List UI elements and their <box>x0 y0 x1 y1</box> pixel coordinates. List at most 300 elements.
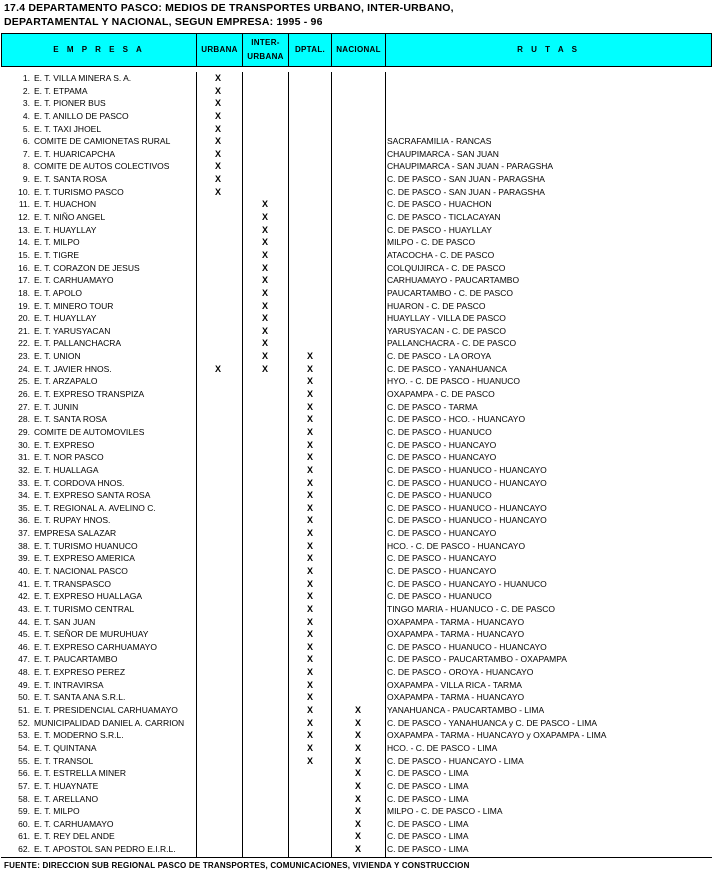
row-ruta: C. DE PASCO - SAN JUAN - PARAGSHA <box>387 174 545 185</box>
row-number: 19. <box>18 300 30 311</box>
row-number: 24. <box>18 363 30 374</box>
row-number: 26. <box>18 389 30 400</box>
table-row <box>0 616 713 629</box>
row-empresa: E. T. PAUCARTAMBO <box>34 654 118 665</box>
table-row <box>0 72 713 85</box>
row-empresa: E. T. SANTA ANA S.R.L. <box>34 692 126 703</box>
table-row <box>0 691 713 704</box>
row-ruta: CARHUAMAYO - PAUCARTAMBO <box>387 275 520 286</box>
row-number: 27. <box>18 401 30 412</box>
row-number: 43. <box>18 603 30 614</box>
row-number: 10. <box>18 186 30 197</box>
table-row <box>0 780 713 793</box>
row-inter-urbana-mark: X <box>261 249 268 260</box>
row-number: 54. <box>18 742 30 753</box>
table-row <box>0 123 713 136</box>
row-urbana-mark: X <box>214 85 221 96</box>
row-empresa: E. T. NOR PASCO <box>34 452 104 463</box>
row-ruta: C. DE PASCO - HUAYLLAY <box>387 224 492 235</box>
row-number: 35. <box>18 502 30 513</box>
title-line-2: DEPARTAMENTAL Y NACIONAL, SEGUN EMPRESA: 1995 - 96 <box>4 16 323 28</box>
table-row <box>0 603 713 616</box>
table-row <box>0 502 713 515</box>
row-ruta: OXAPAMPA - TARMA - HUANCAYO <box>387 692 525 703</box>
row-empresa: E. T. INTRAVIRSA <box>34 679 104 690</box>
row-ruta: OXAPAMPA - VILLA RICA - TARMA <box>387 679 522 690</box>
header-empresa: E M P R E S A <box>2 34 197 66</box>
row-urbana-mark: X <box>214 136 221 147</box>
bottom-rule <box>1 857 712 858</box>
row-dptal-mark: X <box>306 603 313 614</box>
row-empresa: E. T. HUACHON <box>34 199 97 210</box>
row-number: 9. <box>22 174 30 185</box>
table-row <box>0 628 713 641</box>
row-empresa: E. T. TURISMO CENTRAL <box>34 603 135 614</box>
row-ruta: C. DE PASCO - PAUCARTAMBO - OXAPAMPA <box>387 654 567 665</box>
row-number: 13. <box>18 224 30 235</box>
row-urbana-mark: X <box>214 123 221 134</box>
table-row <box>0 97 713 110</box>
table-row <box>0 666 713 679</box>
row-ruta: YARUSYACAN - C. DE PASCO <box>387 325 507 336</box>
row-empresa: E. T. CORDOVA HNOS. <box>34 477 125 488</box>
header-rutas: R U T A S <box>517 45 580 54</box>
row-dptal-mark: X <box>306 464 313 475</box>
table-row <box>0 843 713 856</box>
row-dptal-mark: X <box>306 679 313 690</box>
table-row <box>0 300 713 313</box>
row-empresa: E. T. HUAYNATE <box>34 780 99 791</box>
row-empresa: E. T. MODERNO S.R.L. <box>34 730 124 741</box>
row-ruta: C. DE PASCO - LIMA <box>387 793 469 804</box>
row-number: 48. <box>18 667 30 678</box>
row-dptal-mark: X <box>306 490 313 501</box>
table-row <box>0 350 713 363</box>
row-number: 36. <box>18 515 30 526</box>
row-ruta: ATACOCHA - C. DE PASCO <box>387 249 495 260</box>
row-nacional-mark: X <box>354 831 361 842</box>
table-row <box>0 767 713 780</box>
table-row <box>0 426 713 439</box>
row-empresa: E. T. HUALLAGA <box>34 464 99 475</box>
row-number: 21. <box>18 325 30 336</box>
row-empresa: E. T. APOSTOL SAN PEDRO E.I.R.L. <box>34 844 176 855</box>
row-dptal-mark: X <box>306 591 313 602</box>
row-number: 60. <box>18 818 30 829</box>
row-empresa: E. T. ARELLANO <box>34 793 99 804</box>
row-dptal-mark: X <box>306 351 313 362</box>
row-dptal-mark: X <box>306 376 313 387</box>
table-row <box>0 704 713 717</box>
row-number: 6. <box>22 136 30 147</box>
table-row <box>0 135 713 148</box>
header-nacional: NACIONAL <box>332 34 386 66</box>
row-ruta: C. DE PASCO - HUANCAYO <box>387 528 497 539</box>
row-ruta: C. DE PASCO - HUANUCO - HUANCAYO <box>387 641 547 652</box>
row-ruta: C. DE PASCO - HUANCAYO <box>387 565 497 576</box>
row-empresa: E. T. EXPRESO AMERICA <box>34 553 135 564</box>
table-row <box>0 679 713 692</box>
row-empresa: E. T. EXPRESO PEREZ <box>34 667 126 678</box>
row-inter-urbana-mark: X <box>261 275 268 286</box>
row-number: 41. <box>18 578 30 589</box>
row-inter-urbana-mark: X <box>261 313 268 324</box>
row-number: 30. <box>18 439 30 450</box>
row-ruta: MILPO - C. DE PASCO - LIMA <box>387 806 503 817</box>
table-row <box>0 224 713 237</box>
header-urbana: URBANA <box>197 34 243 66</box>
row-nacional-mark: X <box>354 780 361 791</box>
row-empresa: E. T. UNION <box>34 351 81 362</box>
table-row <box>0 287 713 300</box>
row-number: 37. <box>18 528 30 539</box>
row-dptal-mark: X <box>306 426 313 437</box>
row-number: 14. <box>18 237 30 248</box>
row-ruta: C. DE PASCO - TICLACAYAN <box>387 212 501 223</box>
row-dptal-mark: X <box>306 629 313 640</box>
row-inter-urbana-mark: X <box>261 287 268 298</box>
table-row <box>0 160 713 173</box>
table-row <box>0 565 713 578</box>
row-number: 16. <box>18 262 30 273</box>
header-inter-line-2: URBANA <box>247 52 284 61</box>
row-number: 1. <box>22 73 30 83</box>
row-number: 45. <box>18 629 30 640</box>
row-number: 47. <box>18 654 30 665</box>
row-ruta: C. DE PASCO - HUANUCO - HUANCAYO <box>387 515 547 526</box>
row-empresa: E. T. MILPO <box>34 237 80 248</box>
row-number: 28. <box>18 414 30 425</box>
row-ruta: C. DE PASCO - OROYA - HUANCAYO <box>387 667 534 678</box>
row-dptal-mark: X <box>306 401 313 412</box>
row-empresa: E. T. REY DEL ANDE <box>34 831 115 842</box>
table-row <box>0 312 713 325</box>
row-number: 46. <box>18 641 30 652</box>
table-row <box>0 729 713 742</box>
row-number: 11. <box>18 199 30 210</box>
row-empresa: E. T. MINERO TOUR <box>34 300 114 311</box>
row-ruta: C. DE PASCO - LIMA <box>387 844 469 855</box>
row-number: 25. <box>18 376 30 387</box>
row-empresa: E. T. HUAYLLAY <box>34 313 97 324</box>
row-ruta: C. DE PASCO - HUANUCO - HUANCAYO <box>387 464 547 475</box>
row-dptal-mark: X <box>306 654 313 665</box>
row-ruta: C. DE PASCO - HCO. - HUANCAYO <box>387 414 526 425</box>
row-inter-urbana-mark: X <box>261 237 268 248</box>
table-row <box>0 211 713 224</box>
table-row <box>0 274 713 287</box>
table-row <box>0 742 713 755</box>
table-row <box>0 451 713 464</box>
row-dptal-mark: X <box>306 692 313 703</box>
row-number: 20. <box>18 313 30 324</box>
row-empresa: E. T. VILLA MINERA S. A. <box>34 73 132 83</box>
row-empresa: E. T. SEÑOR DE MURUHUAY <box>34 629 149 640</box>
row-ruta: HUARON - C. DE PASCO <box>387 300 486 311</box>
row-number: 58. <box>18 793 30 804</box>
row-empresa: E. T. JUNIN <box>34 401 79 412</box>
row-empresa: COMITE DE AUTOMOVILES <box>34 426 145 437</box>
row-number: 55. <box>18 755 30 766</box>
row-ruta: C. DE PASCO - HUANUCO <box>387 591 492 602</box>
row-empresa: E. T. SANTA ROSA <box>34 174 107 185</box>
row-empresa: E. T. HUAYLLAY <box>34 224 97 235</box>
row-ruta: COLQUIJIRCA - C. DE PASCO <box>387 262 506 273</box>
row-nacional-mark: X <box>354 793 361 804</box>
table-row <box>0 186 713 199</box>
row-dptal-mark: X <box>306 389 313 400</box>
row-urbana-mark: X <box>214 174 221 185</box>
row-empresa: E. T. EXPRESO TRANSPIZA <box>34 389 145 400</box>
table-row <box>0 590 713 603</box>
row-number: 61. <box>18 831 30 842</box>
row-empresa: E. T. TAXI JHOEL <box>34 123 102 134</box>
row-dptal-mark: X <box>306 477 313 488</box>
row-number: 8. <box>22 161 30 172</box>
row-ruta: TINGO MARIA - HUANUCO - C. DE PASCO <box>387 603 555 614</box>
table-row <box>0 653 713 666</box>
row-nacional-mark: X <box>354 742 361 753</box>
row-nacional-mark: X <box>354 768 361 779</box>
row-empresa: E. T. CARHUAMAYO <box>34 818 114 829</box>
row-ruta: OXAPAMPA - TARMA - HUANCAYO <box>387 629 525 640</box>
row-dptal-mark: X <box>306 730 313 741</box>
row-ruta: PALLANCHACRA - C. DE PASCO <box>387 338 517 349</box>
row-empresa: E. T. TURISMO HUANUCO <box>34 540 138 551</box>
table-header <box>1 33 712 67</box>
row-dptal-mark: X <box>306 452 313 463</box>
row-nacional-mark: X <box>354 705 361 716</box>
row-number: 59. <box>18 806 30 817</box>
table-row <box>0 262 713 275</box>
row-empresa: E. T. HUARICAPCHA <box>34 148 116 159</box>
row-ruta: C. DE PASCO - LIMA <box>387 831 469 842</box>
row-urbana-mark: X <box>214 161 221 172</box>
table-row <box>0 552 713 565</box>
row-empresa: E. T. YARUSYACAN <box>34 325 111 336</box>
row-dptal-mark: X <box>306 755 313 766</box>
row-ruta: C. DE PASCO - LIMA <box>387 780 469 791</box>
row-empresa: E. T. REGIONAL A. AVELINO C. <box>34 502 156 513</box>
row-empresa: E. T. TRANSOL <box>34 755 94 766</box>
table-row <box>0 439 713 452</box>
row-ruta: CHAUPIMARCA - SAN JUAN <box>387 148 499 159</box>
row-nacional-mark: X <box>354 818 361 829</box>
table-row <box>0 173 713 186</box>
table-row <box>0 388 713 401</box>
table-row <box>0 236 713 249</box>
table-row <box>0 363 713 376</box>
table-row <box>0 818 713 831</box>
table-row <box>0 641 713 654</box>
row-nacional-mark: X <box>354 730 361 741</box>
row-number: 50. <box>18 692 30 703</box>
row-ruta: C. DE PASCO - YANAHUANCA y C. DE PASCO - LIMA <box>387 717 598 728</box>
row-empresa: E. T. ETPAMA <box>34 85 88 96</box>
row-ruta: OXAPAMPA - TARMA - HUANCAYO <box>387 616 525 627</box>
row-number: 33. <box>18 477 30 488</box>
row-dptal-mark: X <box>306 515 313 526</box>
row-inter-urbana-mark: X <box>261 363 268 374</box>
row-number: 4. <box>22 110 30 121</box>
row-ruta: C. DE PASCO - HUANCAYO <box>387 439 497 450</box>
row-urbana-mark: X <box>214 363 221 374</box>
row-ruta: YANAHUANCA - PAUCARTAMBO - LIMA <box>387 705 545 716</box>
row-ruta: C. DE PASCO - HUANUCO - HUANCAYO <box>387 477 547 488</box>
row-empresa: E. T. EXPRESO HUALLAGA <box>34 591 143 602</box>
table-row <box>0 337 713 350</box>
header-dptal: DPTAL. <box>289 34 332 66</box>
row-dptal-mark: X <box>306 616 313 627</box>
row-empresa: E. T. SANTA ROSA <box>34 414 107 425</box>
row-empresa: E. T. ARZAPALO <box>34 376 98 387</box>
row-ruta: HCO. - C. DE PASCO - LIMA <box>387 742 498 753</box>
row-number: 56. <box>18 768 30 779</box>
row-empresa: COMITE DE AUTOS COLECTIVOS <box>34 161 170 172</box>
table-row <box>0 198 713 211</box>
table-row <box>0 755 713 768</box>
table-row <box>0 527 713 540</box>
row-ruta: CHAUPIMARCA - SAN JUAN - PARAGSHA <box>387 161 554 172</box>
row-dptal-mark: X <box>306 414 313 425</box>
row-urbana-mark: X <box>214 73 221 83</box>
row-urbana-mark: X <box>214 186 221 197</box>
row-inter-urbana-mark: X <box>261 262 268 273</box>
row-empresa: E. T. PRESIDENCIAL CARHUAMAYO <box>34 705 178 716</box>
row-ruta: C. DE PASCO - TARMA <box>387 401 478 412</box>
table-row <box>0 540 713 553</box>
table-body <box>0 72 713 856</box>
row-number: 31. <box>18 452 30 463</box>
row-empresa: E. T. EXPRESO CARHUAMAYO <box>34 641 157 652</box>
row-number: 29. <box>18 426 30 437</box>
row-empresa: E. T. SAN JUAN <box>34 616 96 627</box>
row-nacional-mark: X <box>354 755 361 766</box>
table-row <box>0 249 713 262</box>
row-number: 62. <box>18 844 30 855</box>
row-empresa: E. T. NACIONAL PASCO <box>34 565 128 576</box>
source-note: FUENTE: DIRECCION SUB REGIONAL PASCO DE TRANSPORTES, COMUNICACIONES, VIVIENDA Y CONSTRUCCION <box>4 861 470 870</box>
table-row <box>0 325 713 338</box>
row-empresa: E. T. NIÑO ANGEL <box>34 212 106 223</box>
row-ruta: C. DE PASCO - LIMA <box>387 768 469 779</box>
row-dptal-mark: X <box>306 578 313 589</box>
row-empresa: COMITE DE CAMIONETAS RURAL <box>34 136 171 147</box>
row-inter-urbana-mark: X <box>261 212 268 223</box>
row-inter-urbana-mark: X <box>261 325 268 336</box>
row-number: 5. <box>22 123 30 134</box>
row-dptal-mark: X <box>306 641 313 652</box>
row-dptal-mark: X <box>306 553 313 564</box>
title-line-1: 17.4 DEPARTAMENTO PASCO: MEDIOS DE TRANSPORTES URBANO, INTER-URBANO, <box>4 2 454 14</box>
row-empresa: E. T. EXPRESO <box>34 439 95 450</box>
row-ruta: MILPO - C. DE PASCO <box>387 237 476 248</box>
row-dptal-mark: X <box>306 363 313 374</box>
row-dptal-mark: X <box>306 667 313 678</box>
row-ruta: C. DE PASCO - HUANCAYO <box>387 452 497 463</box>
row-empresa: E. T. MILPO <box>34 806 80 817</box>
row-number: 44. <box>18 616 30 627</box>
row-number: 15. <box>18 249 30 260</box>
row-ruta: SACRAFAMILIA - RANCAS <box>387 136 492 147</box>
row-number: 51. <box>18 705 30 716</box>
row-number: 42. <box>18 591 30 602</box>
row-number: 7. <box>22 148 30 159</box>
row-ruta: C. DE PASCO - HUANUCO <box>387 426 492 437</box>
row-ruta: HYO. - C. DE PASCO - HUANUCO <box>387 376 521 387</box>
row-empresa: E. T. PALLANCHACRA <box>34 338 122 349</box>
row-dptal-mark: X <box>306 540 313 551</box>
row-ruta: C. DE PASCO - HUANUCO - HUANCAYO <box>387 502 547 513</box>
row-empresa: E. T. CORAZON DE JESUS <box>34 262 140 273</box>
table-row <box>0 401 713 414</box>
row-ruta: C. DE PASCO - HUANUCO <box>387 490 492 501</box>
row-nacional-mark: X <box>354 717 361 728</box>
row-empresa: E. T. QUINTANA <box>34 742 97 753</box>
row-inter-urbana-mark: X <box>261 199 268 210</box>
row-ruta: HUAYLLAY - VILLA DE PASCO <box>387 313 506 324</box>
row-number: 34. <box>18 490 30 501</box>
table-row <box>0 514 713 527</box>
row-number: 2. <box>22 85 30 96</box>
row-number: 3. <box>22 98 30 109</box>
row-ruta: OXAPAMPA - TARMA - HUANCAYO y OXAPAMPA - LIMA <box>387 730 607 741</box>
row-urbana-mark: X <box>214 110 221 121</box>
row-empresa: E. T. ESTRELLA MINER <box>34 768 126 779</box>
row-empresa: E. T. PIONER BUS <box>34 98 106 109</box>
table-row <box>0 375 713 388</box>
row-empresa: EMPRESA SALAZAR <box>34 528 117 539</box>
row-number: 18. <box>18 287 30 298</box>
row-urbana-mark: X <box>214 98 221 109</box>
row-number: 12. <box>18 212 30 223</box>
table-row <box>0 148 713 161</box>
row-ruta: OXAPAMPA - C. DE PASCO <box>387 389 495 400</box>
row-empresa: E. T. TURISMO PASCO <box>34 186 124 197</box>
row-number: 53. <box>18 730 30 741</box>
row-ruta: C. DE PASCO - HUANCAYO <box>387 553 497 564</box>
row-ruta: C. DE PASCO - HUANCAYO - HUANUCO <box>387 578 547 589</box>
row-dptal-mark: X <box>306 717 313 728</box>
row-empresa: E. T. RUPAY HNOS. <box>34 515 111 526</box>
row-empresa: E. T. TRANSPASCO <box>34 578 111 589</box>
row-number: 39. <box>18 553 30 564</box>
row-empresa: E. T. APOLO <box>34 287 83 298</box>
row-empresa: E. T. ANILLO DE PASCO <box>34 110 129 121</box>
table-row <box>0 464 713 477</box>
row-ruta: C. DE PASCO - HUANCAYO - LIMA <box>387 755 524 766</box>
row-dptal-mark: X <box>306 742 313 753</box>
row-empresa: E. T. EXPRESO SANTA ROSA <box>34 490 151 501</box>
row-number: 23. <box>18 351 30 362</box>
row-empresa: E. T. TIGRE <box>34 249 80 260</box>
row-dptal-mark: X <box>306 502 313 513</box>
table-row <box>0 830 713 843</box>
table-row <box>0 110 713 123</box>
row-inter-urbana-mark: X <box>261 338 268 349</box>
row-ruta: PAUCARTAMBO - C. DE PASCO <box>387 287 513 298</box>
row-empresa: MUNICIPALIDAD DANIEL A. CARRION <box>34 717 185 728</box>
row-empresa: E. T. JAVIER HNOS. <box>34 363 112 374</box>
row-nacional-mark: X <box>354 806 361 817</box>
row-number: 52. <box>18 717 30 728</box>
row-number: 32. <box>18 464 30 475</box>
row-inter-urbana-mark: X <box>261 300 268 311</box>
row-dptal-mark: X <box>306 565 313 576</box>
row-ruta: C. DE PASCO - YANAHUANCA <box>387 363 507 374</box>
row-dptal-mark: X <box>306 439 313 450</box>
header-inter-line-1: INTER- <box>251 38 280 47</box>
